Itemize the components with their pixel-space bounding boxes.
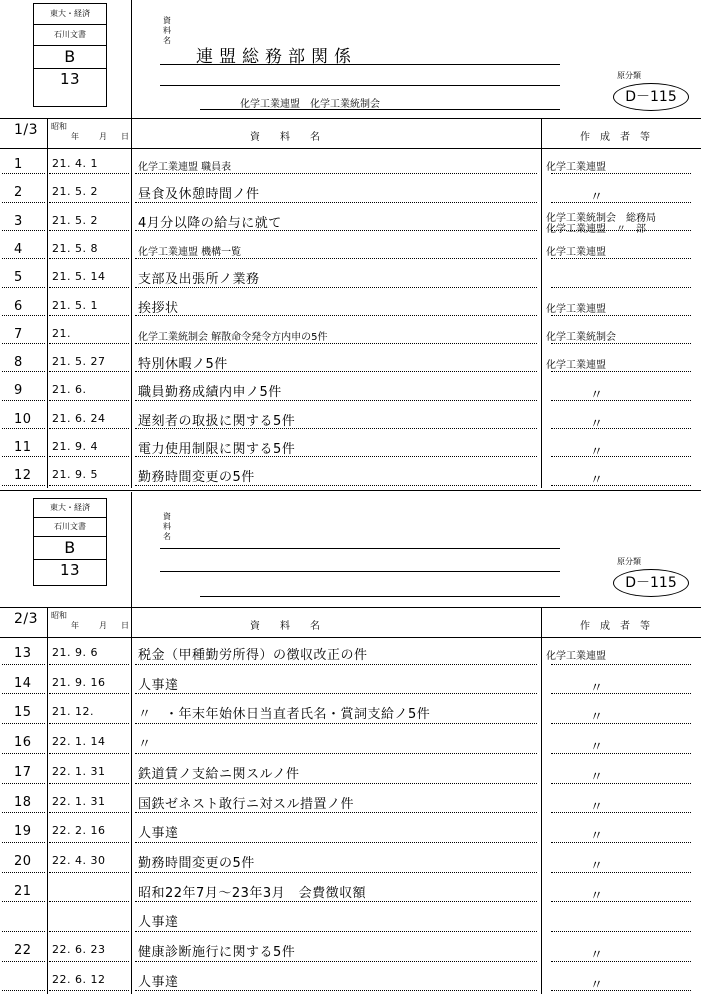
row-rule (49, 428, 129, 429)
row-number: 7 (14, 326, 23, 342)
row-document-name: 国鉄ゼネスト敢行ニ対スル措置ノ件 (138, 796, 355, 812)
row-author: 化学工業連盟 (546, 162, 606, 173)
row-rule (2, 315, 45, 316)
classification-number: D－115 (613, 83, 689, 111)
row-rule (135, 961, 537, 962)
row-rule (135, 723, 537, 724)
row-document-name: 〃 ・年末年始休日当直者氏名・賞詞支給ノ5件 (138, 707, 431, 723)
row-rule (49, 872, 129, 873)
row-author: 化学工業連盟 (546, 360, 606, 372)
row-rule (135, 842, 537, 843)
row-date: 21. 9. 5 (52, 468, 98, 482)
row-author: 〃 (590, 858, 604, 874)
row-number: 19 (14, 824, 32, 840)
row-author: 〃 (590, 710, 604, 726)
row-rule (49, 230, 129, 231)
row-rule (2, 842, 45, 843)
row-rule (49, 202, 129, 203)
row-rule (2, 990, 45, 991)
row-rule (135, 812, 537, 813)
row-rule (2, 428, 45, 429)
row-rule (551, 485, 691, 486)
row-rule (2, 872, 45, 873)
row-date: 22. 6. 12 (52, 972, 106, 986)
row-rule (49, 400, 129, 401)
stamp-code-1: B (34, 46, 106, 69)
row-rule (2, 343, 45, 344)
row-rule (49, 485, 129, 486)
row-author: 〃 (590, 190, 604, 206)
row-rule (2, 400, 45, 401)
row-rule (2, 287, 45, 288)
row-rule (135, 287, 537, 288)
row-number: 1 (14, 157, 23, 172)
row-rule (551, 202, 691, 203)
row-rule (49, 961, 129, 962)
stamp-line-2: 石川文書 (34, 518, 106, 537)
row-author: 〃 (590, 416, 604, 432)
row-author: 〃 (590, 799, 604, 815)
row-document-name: 遅刻者の取扱に関する5件 (138, 413, 296, 429)
row-rule (49, 783, 129, 784)
row-rule (49, 693, 129, 694)
row-number: 10 (14, 411, 32, 427)
row-number: 21 (14, 883, 32, 899)
row-document-name: 挨拶状 (138, 300, 179, 316)
row-rule (551, 931, 691, 932)
row-rule (2, 961, 45, 962)
row-author: 〃 (590, 473, 604, 489)
row-rule (49, 371, 129, 372)
row-date: 22. 6. 23 (52, 943, 106, 956)
stamp-code-1: B (34, 537, 106, 560)
row-date: 21. (52, 326, 71, 340)
row-document-name: 健康診断施行に関する5件 (138, 945, 296, 960)
row-rule (551, 901, 691, 902)
stamp-line-2: 石川文書 (34, 25, 106, 46)
stamp-code-2: 13 (59, 561, 81, 579)
header-document-name: 資 料 名 (250, 621, 320, 632)
row-rule (551, 723, 691, 724)
row-rule (2, 456, 45, 457)
row-rule (551, 961, 691, 962)
classification-label: 原分類 (617, 557, 641, 566)
row-author: 〃 (590, 977, 604, 993)
row-date: 22. 1. 31 (52, 794, 106, 808)
document-subtitle: 化学工業連盟 化学工業統制会 (240, 99, 380, 110)
row-document-name: 4月分以降の給与に就て (138, 215, 282, 231)
row-rule (2, 202, 45, 203)
row-rule (49, 753, 129, 754)
row-author: 化学工業連盟 (546, 303, 606, 315)
row-rule (135, 901, 537, 902)
row-document-name: 人事達 (138, 915, 179, 931)
row-number: 9 (14, 383, 23, 399)
row-rule (551, 173, 691, 174)
row-date: 21. 5. 1 (52, 298, 98, 312)
row-date: 21. 5. 2 (52, 213, 98, 227)
row-author-2: 化学工業連盟 〃 部 (546, 223, 646, 235)
row-author: 化学工業連盟 (546, 651, 606, 662)
row-rule (49, 173, 129, 174)
doc-label: 資 料 名 (163, 16, 171, 45)
row-date: 21. 5. 27 (52, 355, 106, 369)
row-author: 〃 (590, 829, 604, 845)
row-rule (135, 783, 537, 784)
row-rule (551, 315, 691, 316)
row-rule (135, 990, 537, 991)
row-author: 〃 (590, 680, 604, 696)
row-number: 8 (14, 355, 23, 371)
row-rule (49, 315, 129, 316)
classification-number: D－115 (613, 569, 689, 597)
row-rule (2, 258, 45, 259)
row-rule (135, 456, 537, 457)
row-rule (49, 664, 129, 665)
row-rule (551, 812, 691, 813)
row-rule (2, 901, 45, 902)
row-rule (2, 371, 45, 372)
row-date: 22. 4. 30 (52, 853, 106, 867)
row-author: 〃 (590, 769, 604, 785)
stamp-line-1: 東大・経済 (34, 4, 106, 25)
stamp-line-1: 東大・経済 (34, 499, 106, 518)
row-rule (2, 664, 45, 665)
row-rule (135, 693, 537, 694)
row-author: 化学工業統制会 総務局 (546, 212, 656, 224)
row-rule (551, 343, 691, 344)
row-rule (135, 400, 537, 401)
row-date: 21. 6. (52, 383, 87, 397)
row-rule (2, 693, 45, 694)
row-rule (135, 931, 537, 932)
row-number: 14 (14, 675, 32, 691)
row-document-name: 化学工業連盟 機構一覧 (138, 246, 242, 258)
row-rule (135, 315, 537, 316)
row-document-name: 職員勤務成績内申ノ5件 (138, 385, 282, 401)
row-rule (551, 456, 691, 457)
row-rule (49, 990, 129, 991)
row-document-name: 〃 (138, 737, 152, 753)
row-rule (49, 456, 129, 457)
row-document-name: 特別休暇ノ5件 (138, 357, 228, 373)
row-date: 21. 9. 16 (52, 675, 106, 689)
row-rule (135, 202, 537, 203)
header-author: 作 成 者 等 (580, 132, 650, 143)
row-rule (49, 931, 129, 932)
row-rule (135, 428, 537, 429)
row-rule (2, 173, 45, 174)
row-number: 13 (14, 646, 32, 661)
row-rule (2, 485, 45, 486)
row-author: 〃 (590, 888, 604, 904)
row-rule (551, 842, 691, 843)
row-rule (135, 664, 537, 665)
row-rule (135, 258, 537, 259)
row-document-name: 電力使用制限に関する5件 (138, 442, 296, 457)
archive-stamp (33, 498, 107, 586)
row-number: 5 (14, 270, 23, 286)
row-rule (551, 783, 691, 784)
row-author: 〃 (590, 740, 604, 756)
archive-stamp (33, 3, 107, 107)
row-document-name: 人事達 (138, 826, 179, 842)
row-rule (2, 812, 45, 813)
header-era: 昭和 (51, 611, 67, 620)
row-date: 21. 12. (52, 705, 94, 719)
row-rule (49, 812, 129, 813)
row-author: 化学工業統制会 (546, 331, 616, 343)
row-rule (135, 343, 537, 344)
row-number: 22 (14, 943, 32, 958)
header-author: 作 成 者 等 (580, 621, 650, 632)
row-number: 17 (14, 764, 32, 780)
row-rule (551, 371, 691, 372)
row-author: 化学工業連盟 (546, 246, 606, 258)
row-rule (49, 723, 129, 724)
row-rule (551, 753, 691, 754)
row-number: 16 (14, 735, 32, 751)
row-date: 21. 5. 8 (52, 241, 98, 255)
row-rule (135, 753, 537, 754)
row-date: 21. 4. 1 (52, 157, 98, 170)
row-number: 20 (14, 853, 32, 869)
row-number: 11 (14, 440, 32, 455)
row-date: 22. 1. 14 (52, 735, 106, 749)
page-indicator: 1/3 (14, 122, 39, 138)
row-author: 〃 (590, 388, 604, 404)
row-number: 15 (14, 705, 32, 721)
row-rule (551, 428, 691, 429)
page-indicator: 2/3 (14, 611, 39, 627)
header-era: 昭和 (51, 122, 67, 131)
row-number: 6 (14, 298, 23, 314)
row-document-name: 税金（甲種勤労所得）の徴収改正の件 (138, 648, 368, 663)
row-document-name: 勤務時間変更の5件 (138, 855, 255, 871)
row-rule (551, 400, 691, 401)
row-rule (551, 287, 691, 288)
row-date: 21. 9. 4 (52, 440, 98, 453)
row-document-name: 昭和22年7月〜23年3月 会費徴収額 (138, 885, 367, 901)
row-rule (49, 842, 129, 843)
row-document-name: 化学工業統制会 解散命令発令方内申の5件 (138, 331, 328, 343)
row-date: 22. 2. 16 (52, 824, 106, 838)
row-rule (2, 230, 45, 231)
row-rule (135, 371, 537, 372)
row-rule (551, 230, 691, 231)
row-number: 12 (14, 468, 32, 484)
row-document-name: 人事達 (138, 974, 179, 990)
doc-label: 資 料 名 (163, 512, 171, 541)
row-rule (135, 485, 537, 486)
row-rule (49, 901, 129, 902)
row-document-name: 化学工業連盟 職員表 (138, 162, 232, 173)
row-rule (135, 872, 537, 873)
row-number: 18 (14, 794, 32, 810)
row-rule (2, 783, 45, 784)
classification-label: 原分類 (617, 71, 641, 80)
row-date: 21. 5. 2 (52, 185, 98, 199)
row-rule (135, 230, 537, 231)
row-author: 〃 (590, 948, 604, 963)
stamp-code-2: 13 (59, 70, 81, 88)
row-document-name: 支部及出張所ノ業務 (138, 272, 260, 288)
row-rule (49, 287, 129, 288)
row-rule (551, 693, 691, 694)
row-date: 22. 1. 31 (52, 764, 106, 778)
row-number: 2 (14, 185, 23, 201)
row-document-name: 勤務時間変更の5件 (138, 470, 255, 486)
row-rule (2, 753, 45, 754)
row-rule (551, 990, 691, 991)
row-rule (551, 872, 691, 873)
row-rule (49, 343, 129, 344)
row-document-name: 昼食及休憩時間ノ件 (138, 187, 260, 203)
row-number: 4 (14, 241, 23, 257)
row-rule (2, 931, 45, 932)
row-author: 〃 (590, 445, 604, 460)
row-rule (135, 173, 537, 174)
row-number: 3 (14, 213, 23, 229)
row-rule (551, 664, 691, 665)
row-rule (551, 258, 691, 259)
row-date: 21. 9. 6 (52, 646, 98, 659)
row-date: 21. 5. 14 (52, 270, 106, 284)
row-date: 21. 6. 24 (52, 411, 106, 425)
row-rule (2, 723, 45, 724)
row-document-name: 鉄道賃ノ支給ニ関スルノ件 (138, 766, 300, 782)
header-document-name: 資 料 名 (250, 132, 320, 143)
document-title: 連盟総務部関係 (196, 47, 357, 67)
row-document-name: 人事達 (138, 677, 179, 693)
row-rule (49, 258, 129, 259)
